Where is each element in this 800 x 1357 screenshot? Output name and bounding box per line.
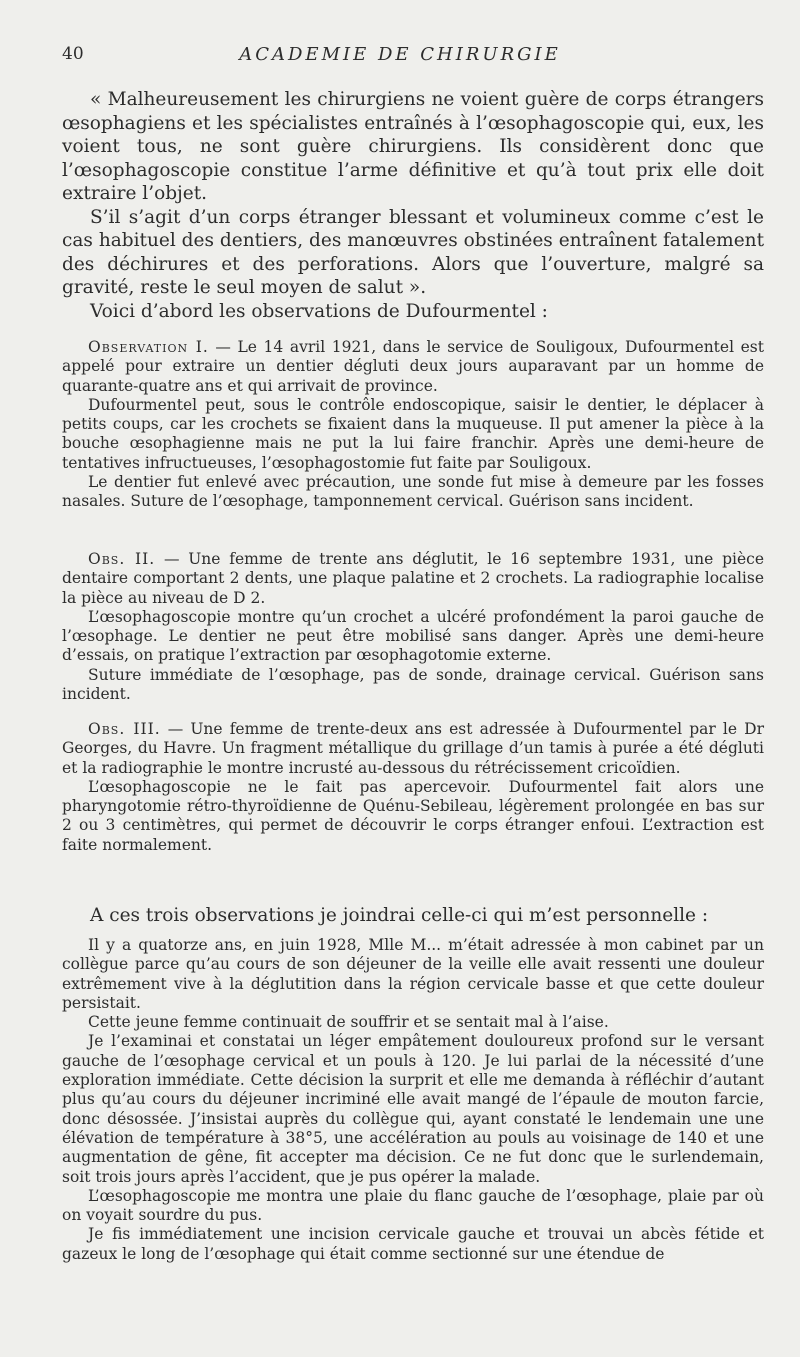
intro-paragraph: S’il s’agit d’un corps étranger blessant et volumineux comme c’est le cas habituel des dentiers, des manœuvres obstinées entraînent fatalement des déchirures et des perforations. Alors que l’ouverture, malgré sa gravité, reste le seul moyen de salut ». xyxy=(62,206,764,298)
case-paragraph: Cette jeune femme continuait de souffrir et se sentait mal à l’aise. xyxy=(88,1013,609,1032)
observation-text: — Une femme de trente-deux ans est adressée à Dufourmentel par le Dr Georges, du Havre. Un fragment métallique du grillage d’un tamis à purée a été dégluti et la radiographie le montre incrusté au-dessous du rétrécissement cricoïdien. xyxy=(62,720,764,777)
intro-paragraph: « Malheureusement les chirurgiens ne voient guère de corps étrangers œsophagiens et les spécialistes entraînés à l’œsophagoscopie qui, eux, les voient tous, ne sont guère chirurgiens. Ils considèrent donc que l’œsophagoscopie constitue l’arme définitive et qu’à tout prix elle doit extraire l’objet. xyxy=(62,89,764,204)
case-paragraph: Il y a quatorze ans, en juin 1928, Mlle M... m’était adressée à mon cabinet par un collègue parce qu’au cours de son déjeuner de la veille elle avait ressenti une douleur extrêmement vive à la déglutition dans la région cervicale basse et que cette douleur persistait. xyxy=(62,936,764,1012)
observation-paragraph: L’œsophagoscopie montre qu’un crochet a ulcéré profondément la paroi gauche de l’œsophage. Le dentier ne peut être mobilisé sans danger. Après une demi-heure d’essais, on pratique l’extraction par œsophagotomie externe. xyxy=(62,607,764,665)
observation-2 xyxy=(62,550,764,704)
observation-paragraph xyxy=(62,550,764,608)
case-paragraph: Je l’examinai et constatai un léger empâtement douloureux profond sur le versant gauche de l’œsophage cervical et un pouls à 120. Je lui parlai de la nécessité d’une exploration immédiate. Cette décision la surprit et elle me demanda à réfléchir d’autant plus qu’au cours du déjeuner incriminé elle avait mangé de l’épaule de mouton farcie, donc désossée. J’insistai auprès du collègue qui, ayant constaté le lendemain une une élévation de température à 38°5, une accélération au pouls au voisinage de 140 et une augmentation de gêne, fit accepter ma décision. Ce ne fut donc que le surlendemain, soit trois jours après l’accident, que je pus opérer la malade. xyxy=(62,1032,764,1186)
observation-paragraph xyxy=(62,338,764,396)
observation-label: Obs. III. xyxy=(88,720,161,738)
observation-paragraph: L’œsophagoscopie ne le fait pas apercevoir. Dufourmentel fait alors une pharyngotomie rétro-thyroïdienne de Quénu-Sebileau, légèrement prolongée en bas sur 2 ou 3 centimètres, qui permet de découvrir le corps étranger enfoui. L’extraction est faite normalement. xyxy=(62,777,764,854)
observation-text: — Le 14 avril 1921, dans le service de Souligoux, Dufourmentel est appelé pour extraire un dentier dégluti deux jours auparavant par un homme de quarante-quatre ans et qui arrivait de province. xyxy=(62,338,764,395)
page-header xyxy=(0,44,800,70)
observation-label: Observation I. xyxy=(88,338,209,356)
case-paragraph: Je fis immédiatement une incision cervicale gauche et trouvai un abcès fétide et gazeux le long de l’œsophage qui était comme sectionné sur une étendue de xyxy=(62,1225,764,1263)
transition-sentence xyxy=(62,904,764,928)
intro-quote xyxy=(62,88,764,323)
observation-3 xyxy=(62,720,764,855)
observation-label: Obs. II. xyxy=(88,550,156,568)
transition-text: A ces trois observations je joindrai celle-ci qui m’est personnelle : xyxy=(90,905,709,926)
observation-paragraph: Suture immédiate de l’œsophage, pas de sonde, drainage cervical. Guérison sans incident. xyxy=(62,665,764,704)
intro-paragraph: Voici d’abord les observations de Dufourmentel : xyxy=(90,300,548,322)
observation-text: — Une femme de trente ans déglutit, le 16 septembre 1931, une pièce dentaire comportant 2 dents, une plaque palatine et 2 crochets. La radiographie localise la pièce au niveau de D 2. xyxy=(62,550,764,607)
personal-case xyxy=(62,936,764,1264)
running-title: ACADEMIE DE CHIRURGIE xyxy=(239,44,561,65)
observation-paragraph xyxy=(62,720,764,778)
observation-1 xyxy=(62,338,764,512)
observation-paragraph: Le dentier fut enlevé avec précaution, une sonde fut mise à demeure par les fosses nasales. Suture de l’œsophage, tamponnement cervical. Guérison sans incident. xyxy=(62,473,764,511)
observation-paragraph: Dufourmentel peut, sous le contrôle endoscopique, saisir le dentier, le déplacer à petits coups, car les crochets se fixaient dans la muqueuse. Il put amener la pièce à la bouche œsophagienne mais ne put la lui faire franchir. Après une demi-heure de tentatives infructueuses, l’œsophagostomie fut faite par Souligoux. xyxy=(62,395,764,472)
page-number: 40 xyxy=(62,44,84,64)
case-paragraph: L’œsophagoscopie me montra une plaie du flanc gauche de l’œsophage, plaie par où on voyait sourdre du pus. xyxy=(62,1186,764,1225)
